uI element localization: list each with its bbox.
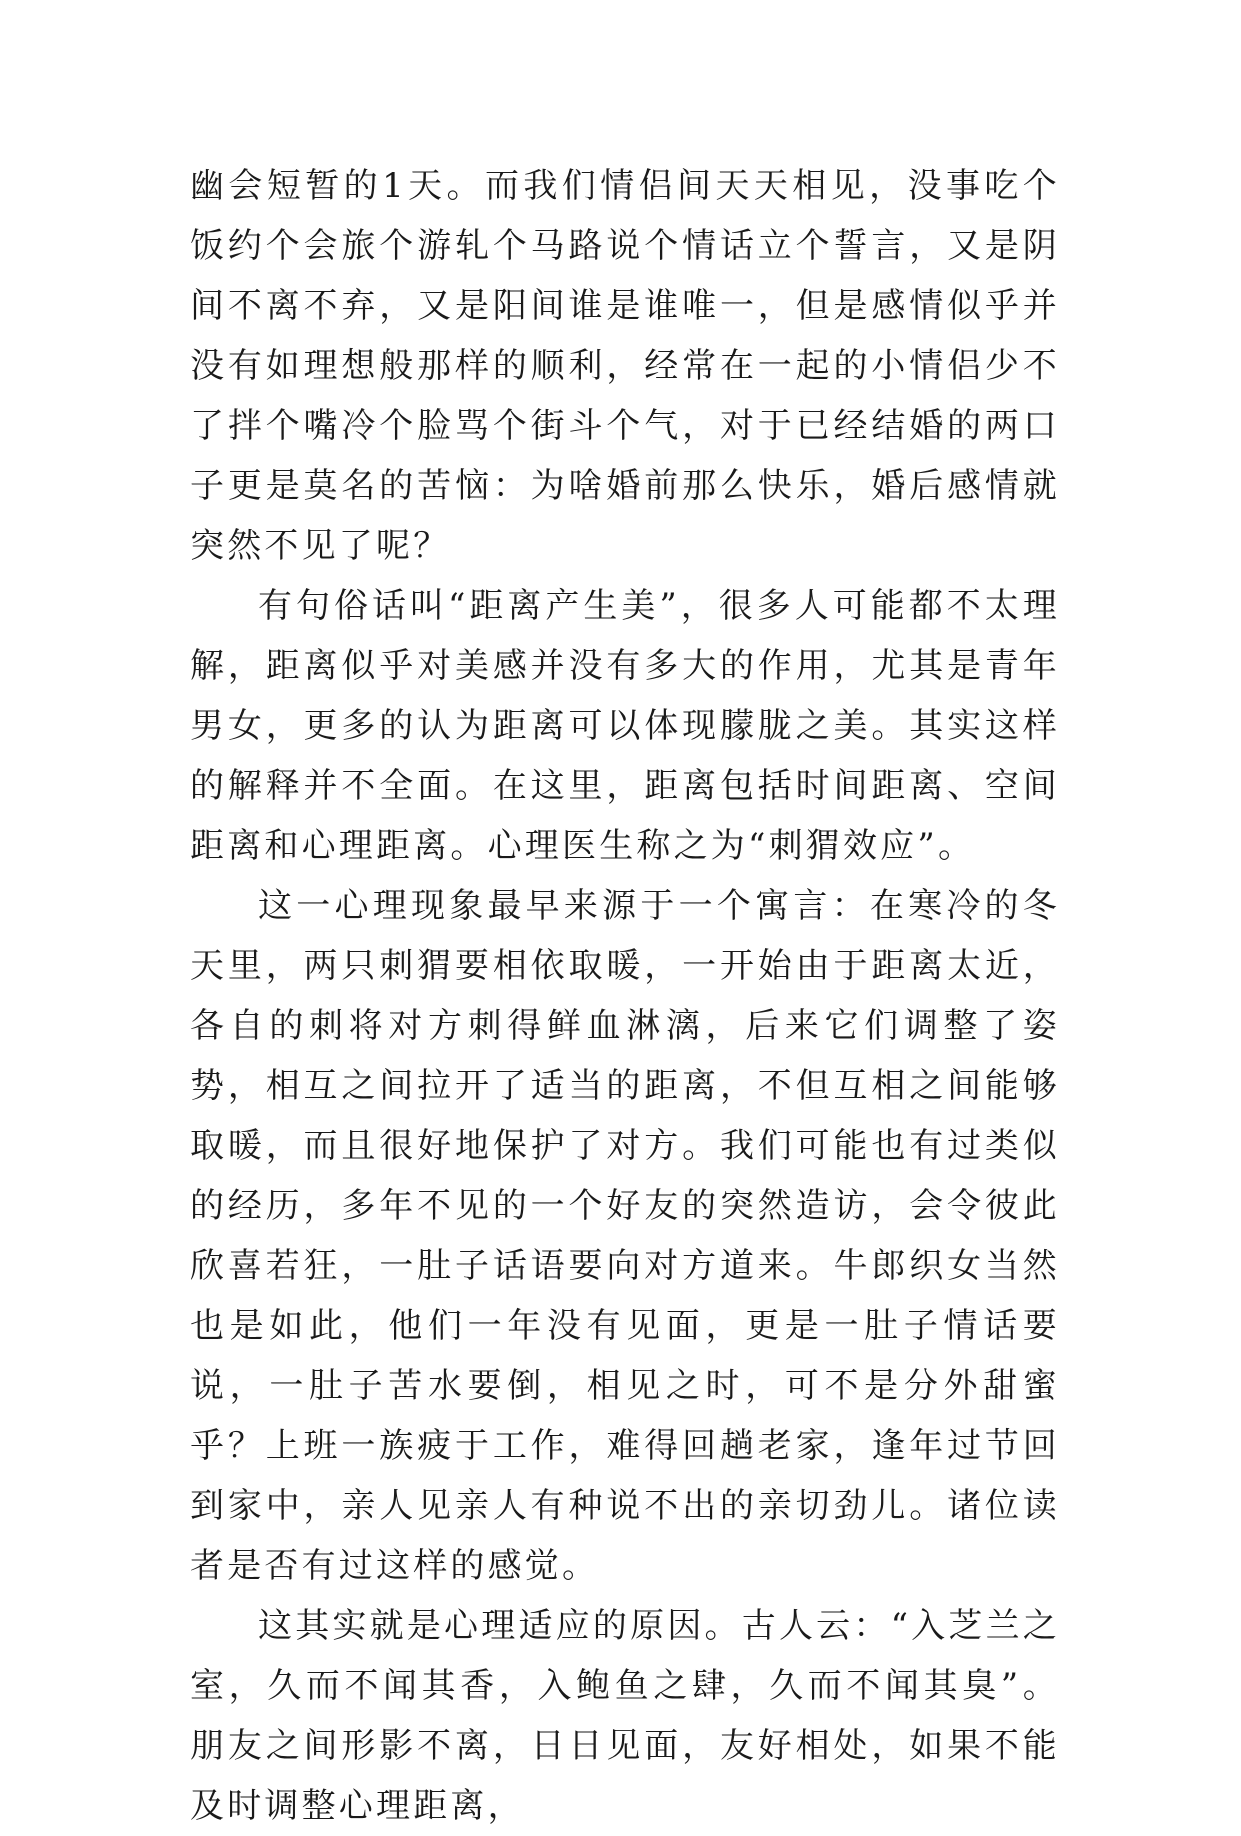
paragraph-hedgehog-fable: 这一心理现象最早来源于一个寓言：在寒冷的冬天里，两只刺猬要相依取暖，一开始由于距离太近，各自的刺将对方刺得鲜血淋漓，后来它们调整了姿势，相互之间拉开了适当的距离，不但互相之间能够取暖，而且很好地保护了对方。我们可能也有过类似的经历，多年不见的一个好友的突然造访，会令彼此欣喜若狂，一肚子话语要向对方道来。牛郎织女当然也是如此，他们一年没有见面，更是一肚子情话要说，一肚子苦水要倒，相见之时，可不是分外甜蜜乎？上班一族疲于工作，难得回趟老家，逢年过节回到家中，亲人见亲人有种说不出的亲切劲儿。诸位读者是否有过这样的感觉。: [190, 886, 1060, 1586]
paragraph-continuation: 幽会短暂的1天。而我们情侣间天天相见，没事吃个饭约个会旅个游轧个马路说个情话立个誓言，又是阴间不离不弃，又是阳间谁是谁唯一，但是感情似乎并没有如理想般那样的顺利，经常在一起的小情侣少不了拌个嘴冷个脸骂个街斗个气，对于已经结婚的两口子更是莫名的苦恼：为啥婚前那么快乐，婚后感情就突然不见了呢？: [190, 166, 1060, 566]
paragraph-psychological-adaptation: 这其实就是心理适应的原因。古人云：“入芝兰之室，久而不闻其香，入鲍鱼之肆，久而不闻其臭”。朋友之间形影不离，日日见面，友好相处，如果不能及时调整心理距离，: [190, 1606, 1060, 1826]
document-page: [190, 156, 1060, 1836]
paragraph-distance-beauty: 有句俗话叫“距离产生美”，很多人可能都不太理解，距离似乎对美感并没有多大的作用，尤其是青年男女，更多的认为距离可以体现朦胧之美。其实这样的解释并不全面。在这里，距离包括时间距离、空间距离和心理距离。心理医生称之为“刺猬效应”。: [190, 586, 1060, 866]
